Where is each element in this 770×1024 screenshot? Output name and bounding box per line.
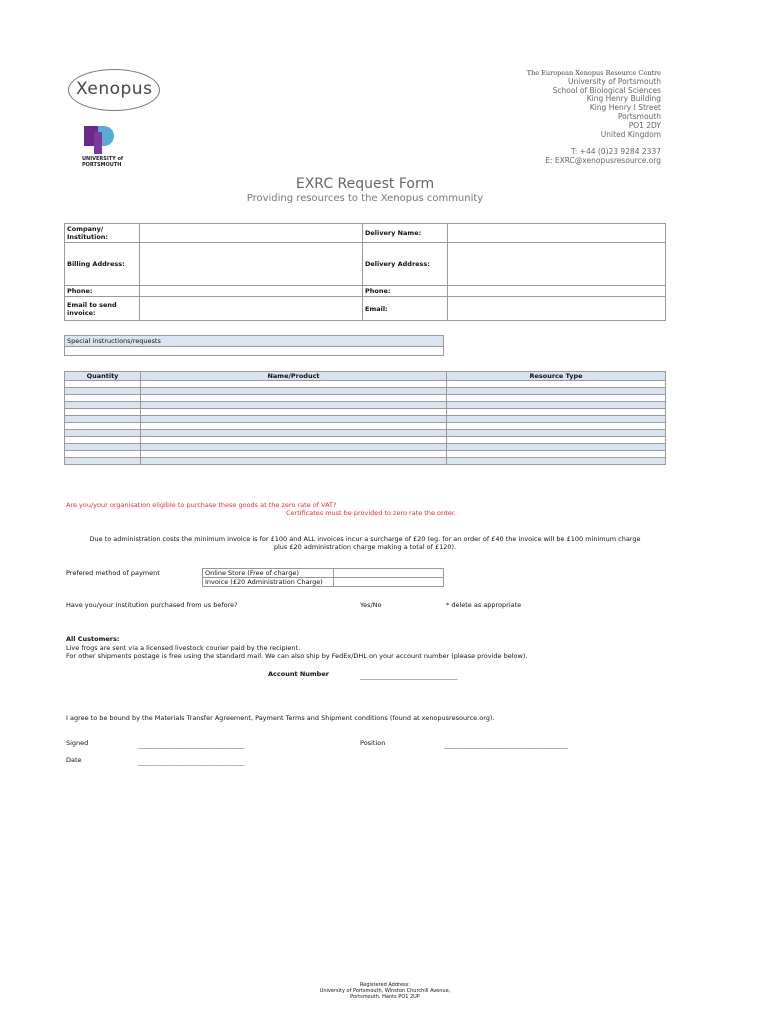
name-product-header: Name/Product [141,372,447,381]
admin-cost-note: Due to administration costs the minimum invoice is for £100 and ALL invoices incur a surcharge of £20 (eg. for an order of £40 the invoice will be £100 minimum charge plus £20 administration charge making a total of £120). [89,535,641,551]
payment-option-invoice: Invoice (£20 Administration Charge) [203,578,334,587]
address-email: E: EXRC@xenopusresource.org [545,156,661,166]
payment-option-invoice-select[interactable] [334,578,444,587]
special-instructions-field[interactable] [64,347,444,356]
invoice-email-label: Email to send invoice: [65,297,140,321]
account-number-label: Account Number [268,670,329,678]
delivery-name-label: Delivery Name: [363,224,448,243]
product-table [64,371,666,465]
registered-address-footer: Registered Address: University of Portsmouth, Winston Churchill Avenue, Portsmouth, Hants PO1 2UP [319,982,451,1000]
table-row [65,409,666,416]
all-customers-heading: All Customers: [66,635,120,643]
payment-method-label: Prefered method of payment [66,569,160,577]
table-row [65,430,666,437]
agreement-text: I agree to be bound by the Materials Transfer Agreement, Payment Terms and Shipment conditions (found at xenopusresource.org). [66,714,495,722]
delete-note: * delete as appropriate [446,601,522,609]
delivery-address-label: Delivery Address: [363,243,448,286]
table-row [65,423,666,430]
table-row [65,381,666,388]
table-row [65,451,666,458]
position-field[interactable]: __________________________________________ [444,741,568,749]
table-row [65,395,666,402]
page-subtitle: Providing resources to the Xenopus community [246,193,484,204]
company-field[interactable] [140,224,363,243]
live-frogs-note: Live frogs are sent via a licensed livestock courier paid by the recipient. [66,644,301,652]
shipping-note: For other shipments postage is free using the standard mail. We can also ship by FedEx/DHL on your account number (please provide below). [66,652,528,660]
table-row [65,444,666,451]
position-label: Position [360,739,386,747]
page-title: EXRC Request Form [295,176,435,192]
delivery-phone-label: Phone: [363,286,448,297]
delivery-email-field[interactable] [448,297,666,321]
date-field[interactable]: ____________________________________ [138,758,245,766]
table-row [65,388,666,395]
phone-field[interactable] [140,286,363,297]
address-phone: T: +44 (0)23 9284 2337 [571,147,661,157]
table-row [65,458,666,465]
signed-label: Signed [66,739,89,747]
special-instructions-label: Special instructions/requests [64,335,444,347]
payment-options-table [202,568,444,587]
signed-field[interactable]: ____________________________________ [138,741,245,749]
delivery-address-field[interactable] [448,243,666,286]
delivery-email-label: Email: [363,297,448,321]
table-row [65,416,666,423]
payment-option-online-select[interactable] [334,569,444,578]
quantity-header: Quantity [65,372,141,381]
table-row [65,437,666,444]
purchased-before-question: Have you/your institution purchased from us before? [66,601,238,609]
purchased-before-answer[interactable]: Yes/No [360,601,382,609]
billing-address-field[interactable] [140,243,363,286]
delivery-phone-field[interactable] [448,286,666,297]
phone-label: Phone: [65,286,140,297]
company-label: Company/ Institution: [65,224,140,243]
date-label: Date [66,756,82,764]
special-instructions [64,335,444,356]
university-logo-text: UNIVERSITY of PORTSMOUTH [82,156,124,168]
vat-note: Certificates must be provided to zero rate the order. [286,509,456,517]
address-block: The European Xenopus Resource Centre University of Portsmouth School of Biological Sciences King Henry Building King Henry I Street Portsmouth PO1 2DY United Kingdom T: +44 (0)23 9284 2337 E: EXRC@xenopusresource.org [526,69,661,166]
vat-question: Are you/your organisation eligible to purchase these goods at the zero rate of VAT? [66,501,337,509]
account-number-field[interactable]: _________________________________ [360,672,458,680]
table-row [65,402,666,409]
university-shield-icon [84,126,116,154]
resource-type-header: Resource Type [447,372,666,381]
billing-address-label: Billing Address: [65,243,140,286]
payment-option-online: Online Store (Free of charge) [203,569,334,578]
xenopus-logo-text: Xenopus [76,79,153,99]
invoice-email-field[interactable] [140,297,363,321]
delivery-name-field[interactable] [448,224,666,243]
customer-details-table [64,223,666,321]
